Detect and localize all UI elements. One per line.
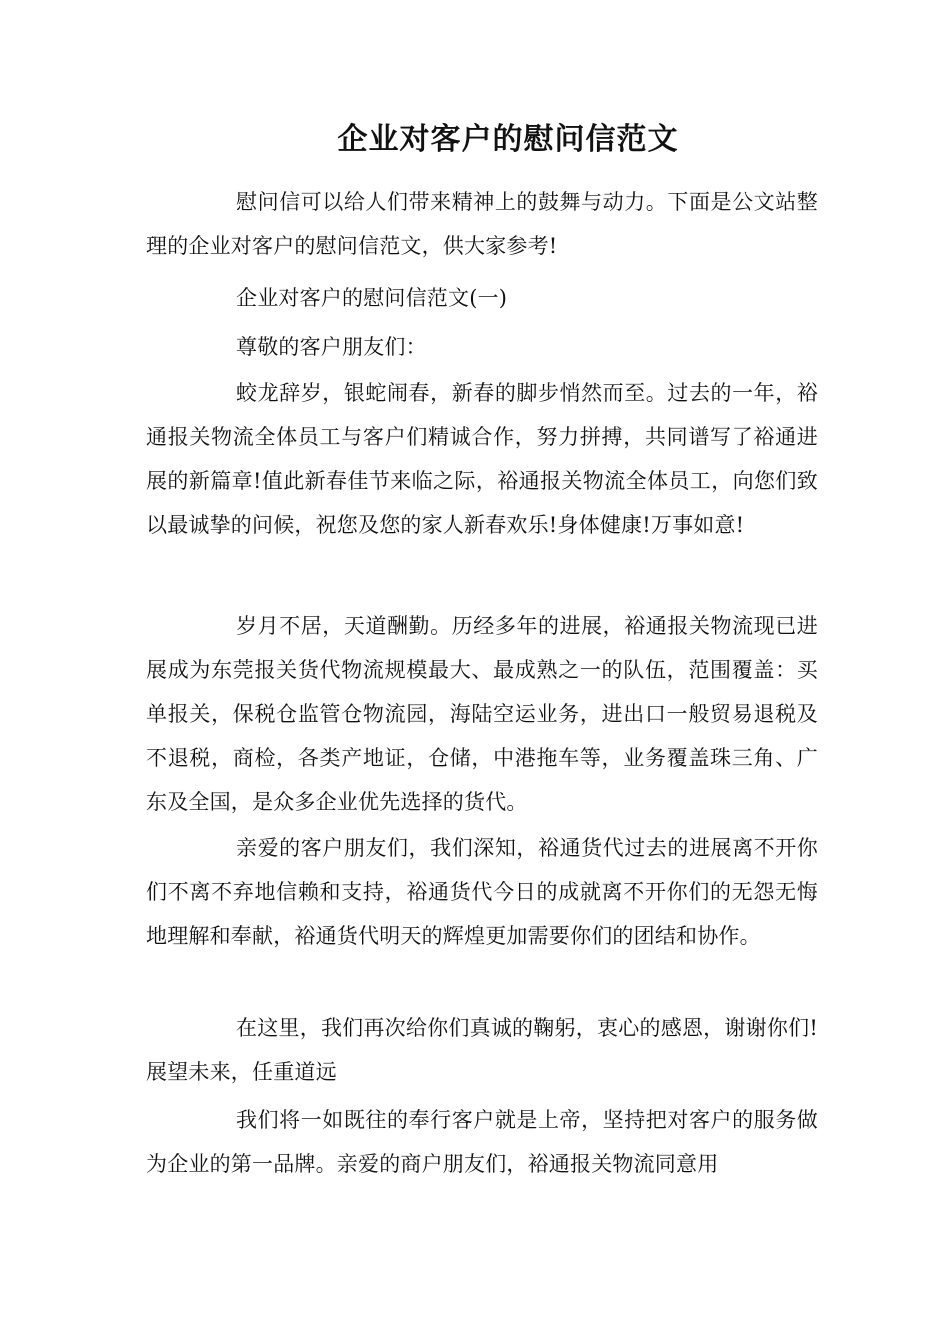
body-paragraph-4: 在这里，我们再次给你们真诚的鞠躬，衷心的感恩，谢谢你们!展望未来，任重道远 (146, 1016, 818, 1084)
salutation: 尊敬的客户朋友们： (236, 335, 427, 359)
body-paragraph-5: 我们将一如既往的奉行客户就是上帝，坚持把对客户的服务做为企业的第一品牌。亲爱的商户朋友们，裕通报关物流同意用 (146, 1108, 818, 1176)
section-heading: 企业对客户的慰问信范文(一) (236, 286, 508, 310)
body-paragraph-2: 岁月不居，天道酬勤。历经多年的进展，裕通报关物流现已进展成为东莞报关货代物流规模最大、最成熟之一的队伍，范围覆盖：买单报关，保税仓监管仓物流园，海陆空运业务，进出口一般贸易退税及不退税，商检，各类产地证，仓储，中港拖车等，业务覆盖珠三角、广东及全国，是众多企业优先选择的货代。 (146, 614, 818, 814)
body-paragraph-3: 亲爱的客户朋友们，我们深知，裕通货代过去的进展离不开你们不离不弃地信赖和支持，裕通货代今日的成就离不开你们的无怨无悔地理解和奉献，裕通货代明天的辉煌更加需要你们的团结和协作。 (146, 836, 818, 948)
body-paragraph-1: 蛟龙辞岁，银蛇闹春，新春的脚步悄然而至。过去的一年，裕通报关物流全体员工与客户们精诚合作，努力拼搏，共同谱写了裕通进展的新篇章!值此新春佳节来临之际，裕通报关物流全体员工，向您们致以最诚挚的问候，祝您及您的家人新春欢乐!身体健康!万事如意! (146, 381, 818, 537)
intro-paragraph: 慰问信可以给人们带来精神上的鼓舞与动力。下面是公文站整理的企业对客户的慰问信范文，供大家参考! (146, 190, 818, 258)
document-title: 企业对客户的慰问信范文 (337, 122, 679, 157)
